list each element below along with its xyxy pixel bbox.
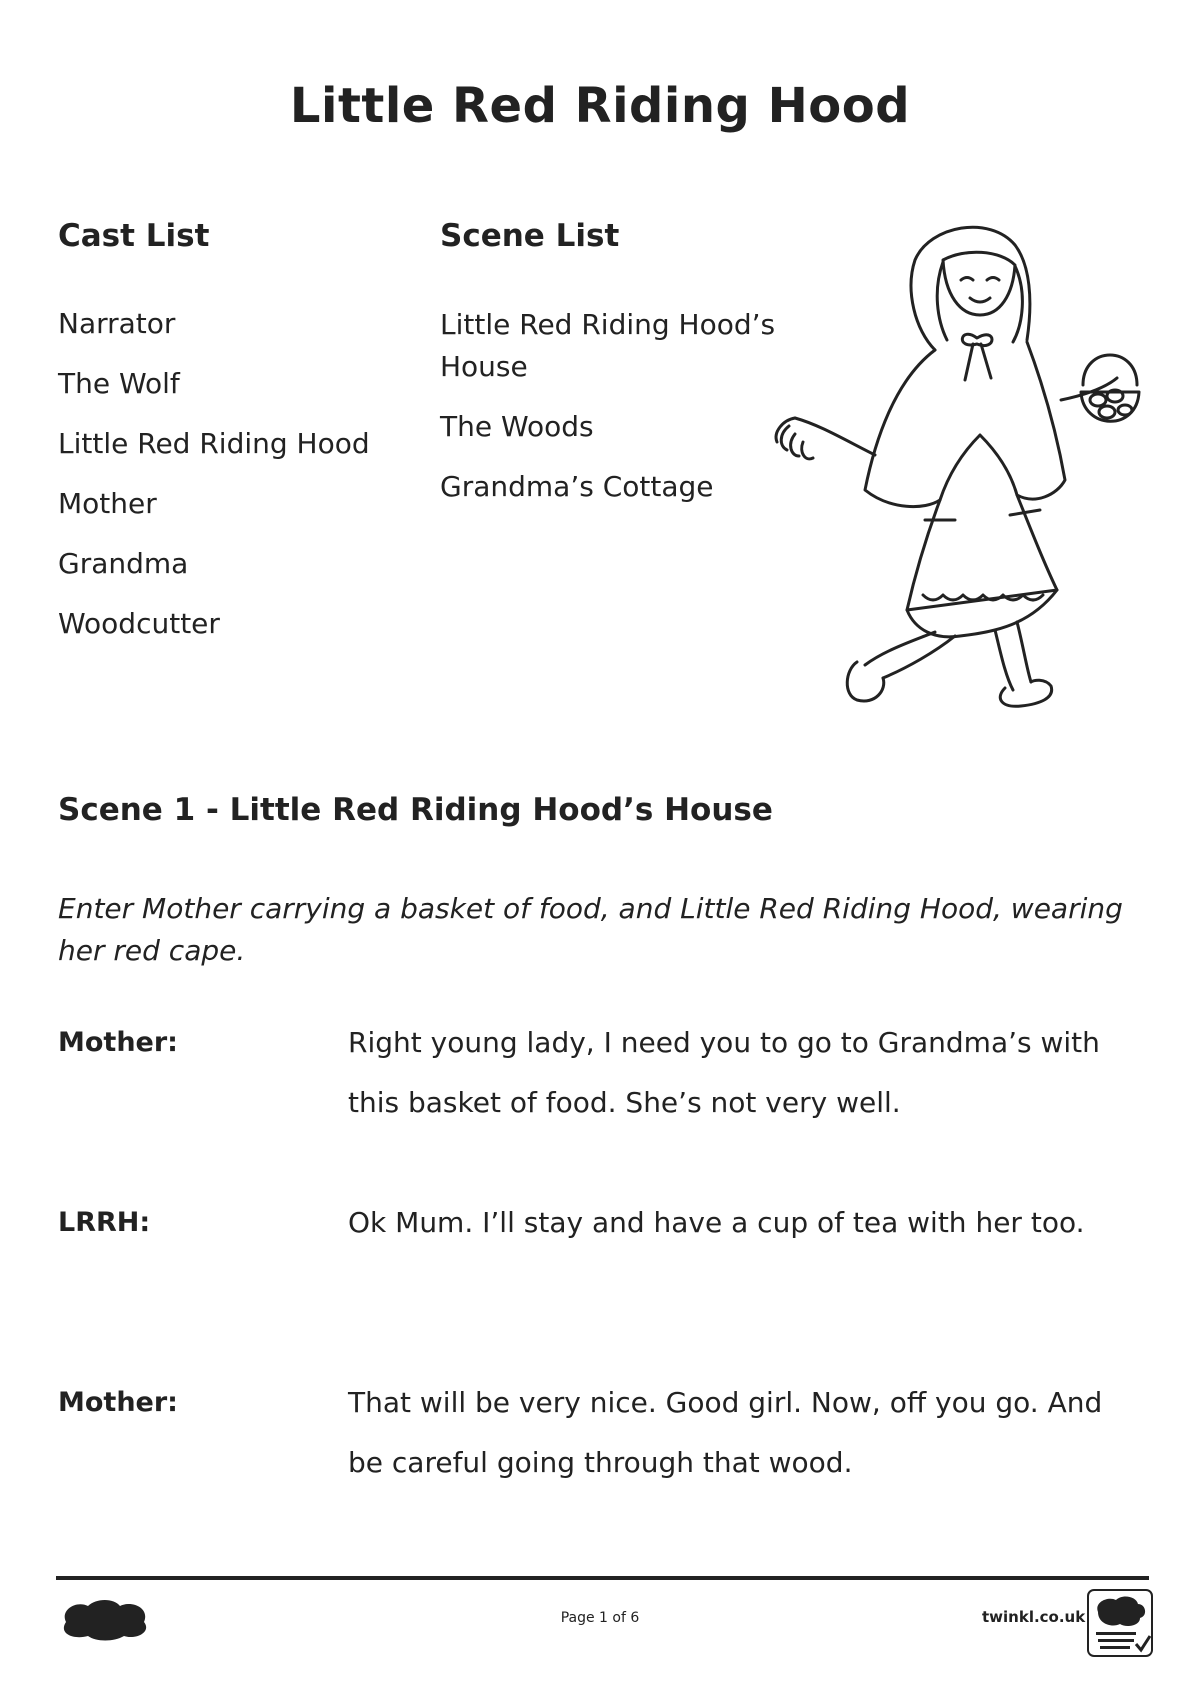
cast-item: Narrator (58, 307, 176, 340)
quality-approved-badge (1086, 1588, 1154, 1658)
scene-1-title: Scene 1 - Little Red Riding Hood’s House (58, 792, 773, 828)
speaker-name: Mother: (58, 1387, 178, 1418)
cast-item: Grandma (58, 547, 189, 580)
speaker-name: LRRH: (58, 1207, 151, 1238)
cast-list-heading: Cast List (58, 218, 210, 254)
dialogue-text: That will be very nice. Good girl. Now, off you go. And be careful going through that wood. (348, 1386, 1103, 1479)
red-riding-hood-illustration (765, 220, 1145, 710)
stage-direction: Enter Mother carrying a basket of food, and Little Red Riding Hood, wearing her red cape. (58, 892, 1123, 967)
scene-item: Little Red Riding Hood’s House (440, 308, 776, 383)
site-url: twinkl.co.uk (982, 1608, 1086, 1626)
page-number: Page 1 of 6 (560, 1610, 640, 1626)
speaker-name: Mother: (58, 1027, 178, 1058)
scene-item: The Woods (440, 410, 594, 443)
cast-item: Little Red Riding Hood (58, 427, 370, 460)
scene-list (440, 304, 780, 526)
dialogue-text: Right young lady, I need you to go to Grandma’s with this basket of food. She’s not very well. (348, 1026, 1100, 1119)
cast-item: The Wolf (58, 367, 180, 400)
scene-item: Grandma’s Cottage (440, 470, 714, 503)
dialogue-text: Ok Mum. I’ll stay and have a cup of tea with her too. (348, 1206, 1085, 1239)
cast-item: Woodcutter (58, 607, 220, 640)
cast-item: Mother (58, 487, 157, 520)
cast-list (58, 304, 370, 664)
page-title: Little Red Riding Hood (289, 78, 911, 134)
scene-list-heading: Scene List (440, 218, 620, 254)
footer-divider (56, 1576, 1149, 1580)
